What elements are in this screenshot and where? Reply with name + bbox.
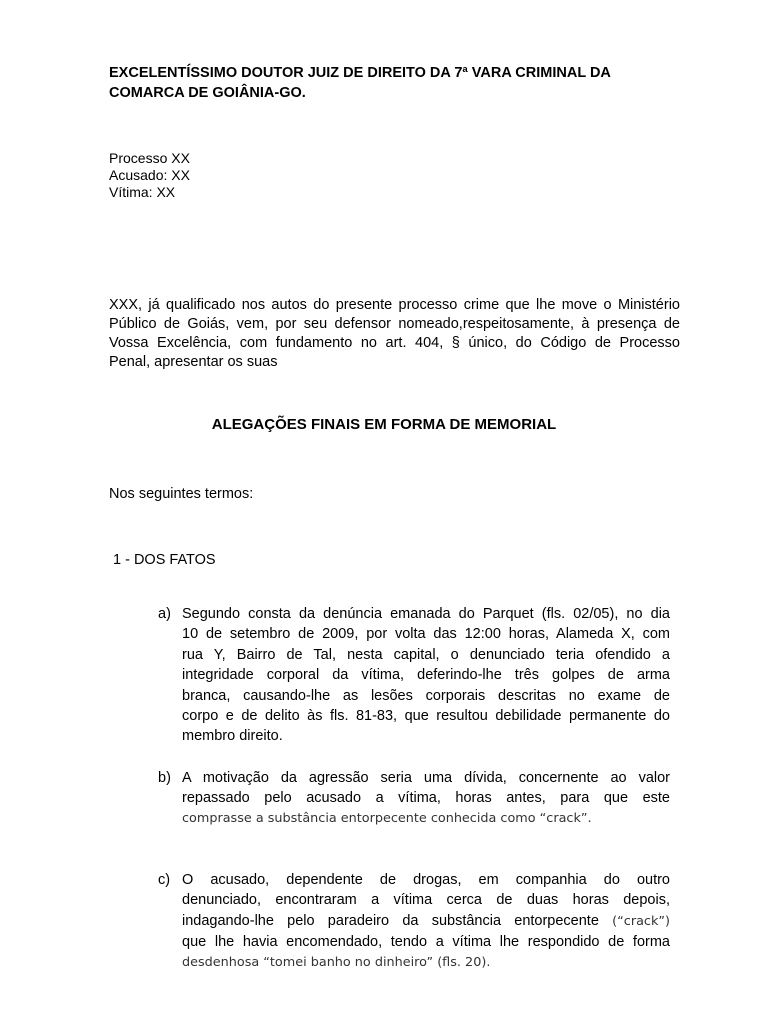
- intro-paragraph: [109, 296, 680, 372]
- intro-line: Público de Goiás, vem, por seu defensor nomeado,respeitosamente, à presença de: [109, 316, 680, 332]
- item-line: [182, 911, 670, 932]
- section-heading: 1 - DOS FATOS: [113, 552, 216, 568]
- item-text: [182, 604, 670, 747]
- case-info: [109, 150, 190, 201]
- terms-line: Nos seguintes termos:: [109, 486, 254, 502]
- item-line: A motivação da agressão seria uma dívida, concernente ao valor: [182, 770, 670, 786]
- item-line: membro direito.: [182, 728, 283, 745]
- item-marker: c): [158, 872, 171, 888]
- item-line: desdenhosa “tomei banho no dinheiro” (fls. 20).: [182, 954, 491, 970]
- item-line: comprasse a substância entorpecente conhecida como “crack”.: [182, 810, 592, 826]
- item-line: 10 de setembro de 2009, por volta das 12:00 horas, Alameda X, com: [182, 626, 670, 643]
- item-line: branca, causando-lhe as lesões corporais descritas no exame de: [182, 687, 670, 704]
- victim-name: Vítima: XX: [109, 184, 176, 200]
- item-line: integridade corporal da vítima, deferindo-lhe três golpes de arma: [182, 667, 670, 684]
- document-title: ALEGAÇÕES FINAIS EM FORMA DE MEMORIAL: [211, 416, 557, 433]
- item-marker: b): [158, 770, 171, 786]
- item-text: [182, 768, 670, 829]
- court-address-heading: [109, 63, 689, 103]
- crack-quote: (“crack”): [612, 913, 670, 929]
- item-line: que lhe havia encomendado, tendo a vítima lhe respondido de forma: [182, 934, 670, 951]
- item-line-text: indagando-lhe pelo paradeiro da substância entorpecente: [182, 912, 599, 929]
- heading-line-2: COMARCA DE GOIÂNIA-GO.: [109, 85, 306, 101]
- intro-line: Vossa Excelência, com fundamento no art. 404, § único, do Código de Processo: [109, 335, 680, 351]
- item-marker: a): [158, 606, 171, 622]
- intro-line: Penal, apresentar os suas: [109, 354, 278, 370]
- heading-line-1: EXCELENTÍSSIMO DOUTOR JUIZ DE DIREITO DA 7ª VARA CRIMINAL DA: [109, 65, 611, 81]
- accused-name: Acusado: XX: [109, 167, 190, 183]
- item-line: repassado pelo acusado a vítima, horas antes, para que este: [182, 790, 670, 807]
- item-line: Segundo consta da denúncia emanada do Parquet (fls. 02/05), no dia: [182, 606, 670, 622]
- item-text: [182, 870, 670, 973]
- process-number: Processo XX: [109, 150, 190, 166]
- item-line: O acusado, dependente de drogas, em companhia do outro: [182, 872, 670, 888]
- item-line: rua Y, Bairro de Tal, nesta capital, o denunciado teria ofendido a: [182, 646, 670, 663]
- item-line: corpo e de delito às fls. 81-83, que resultou debilidade permanente do: [182, 708, 670, 725]
- item-line: denunciado, encontraram a vítima cerca de duas horas depois,: [182, 892, 670, 909]
- intro-line: XXX, já qualificado nos autos do presente processo crime que lhe move o Ministério: [109, 297, 680, 313]
